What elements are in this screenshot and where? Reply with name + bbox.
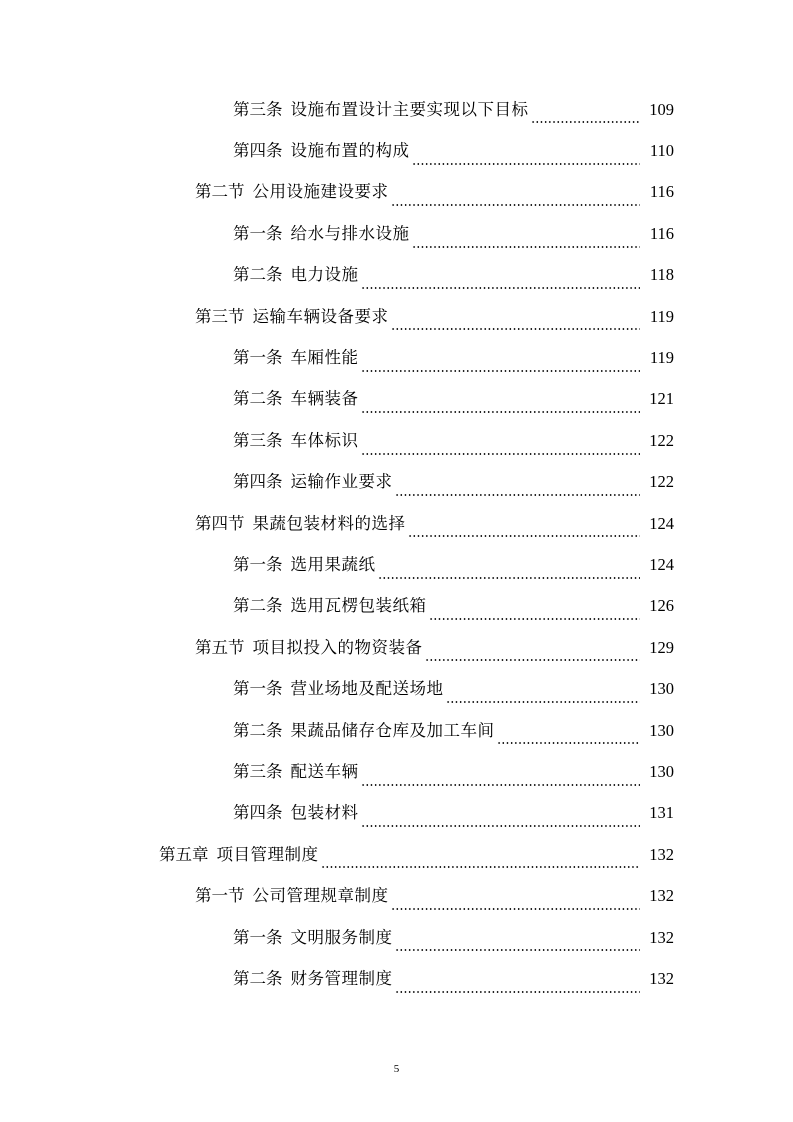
toc-entry-label: 第一节 <box>195 886 245 906</box>
dot-leader <box>361 773 641 787</box>
dot-leader <box>361 276 641 290</box>
toc-entry-label: 第四条 <box>233 803 283 823</box>
toc-entry-page: 132 <box>649 927 674 947</box>
toc-entry-page: 119 <box>649 348 674 368</box>
toc-entry-page: 129 <box>649 637 674 657</box>
toc-entry-title: 运输作业要求 <box>290 472 393 492</box>
toc-entry-label: 第二条 <box>233 968 283 988</box>
dot-leader <box>361 442 641 456</box>
dot-leader <box>361 400 641 414</box>
toc-entry-label: 第三节 <box>195 306 245 326</box>
toc-entry-page: 132 <box>649 968 674 988</box>
toc-entry[interactable] <box>0 296 793 337</box>
toc-entry-label: 第一条 <box>233 223 283 243</box>
toc-entry-title: 配送车辆 <box>290 761 359 781</box>
toc-entry[interactable] <box>0 751 793 792</box>
toc-entry-label: 第四条 <box>233 141 283 161</box>
toc-entry-label: 第二条 <box>233 720 283 740</box>
toc-entry[interactable] <box>0 958 793 999</box>
toc-entry-page: 132 <box>649 844 674 864</box>
dot-leader <box>395 980 641 994</box>
toc-entry-title: 设施布置的构成 <box>290 141 410 161</box>
toc-entry-title: 运输车辆设备要求 <box>252 306 389 326</box>
toc-entry-page: 124 <box>649 513 674 533</box>
toc-entry[interactable] <box>0 503 793 544</box>
toc-entry-page: 131 <box>649 803 674 823</box>
toc-entry-label: 第三条 <box>233 430 283 450</box>
dot-leader <box>395 483 641 497</box>
toc-entry-title: 文明服务制度 <box>290 927 393 947</box>
toc-entry-title: 果蔬品储存仓库及加工车间 <box>290 720 495 740</box>
toc-entry-title: 电力设施 <box>290 265 359 285</box>
dot-leader <box>321 855 641 869</box>
toc-entry-title: 公用设施建设要求 <box>252 182 389 202</box>
toc-entry-label: 第二条 <box>233 596 283 616</box>
dot-leader <box>412 152 641 166</box>
toc-entry-title: 财务管理制度 <box>290 968 393 988</box>
toc-entry-label: 第二条 <box>233 389 283 409</box>
toc-entry-label: 第五章 <box>159 844 209 864</box>
toc-entry[interactable] <box>0 586 793 627</box>
dot-leader <box>408 524 641 538</box>
toc-entry-page: 116 <box>649 182 674 202</box>
toc-entry-page: 130 <box>649 720 674 740</box>
toc-entry-page: 122 <box>649 472 674 492</box>
toc-entry-label: 第二节 <box>195 182 245 202</box>
toc-entry[interactable] <box>0 89 793 130</box>
dot-leader <box>378 566 641 580</box>
toc-entry-title: 车厢性能 <box>290 348 359 368</box>
toc-entry-page: 132 <box>649 886 674 906</box>
toc-entry-label: 第三条 <box>233 761 283 781</box>
toc-entry-title: 公司管理规章制度 <box>252 886 389 906</box>
toc-entry[interactable] <box>0 917 793 958</box>
toc-entry[interactable] <box>0 337 793 378</box>
toc-entry-page: 130 <box>649 679 674 699</box>
toc-entry-title: 营业场地及配送场地 <box>290 679 444 699</box>
toc-entry[interactable] <box>0 668 793 709</box>
dot-leader <box>531 110 641 124</box>
toc-entry-title: 车体标识 <box>290 430 359 450</box>
toc-entry[interactable] <box>0 834 793 875</box>
toc-entry[interactable] <box>0 710 793 751</box>
toc-entry-label: 第一条 <box>233 554 283 574</box>
toc-entry[interactable] <box>0 627 793 668</box>
toc-entry[interactable] <box>0 172 793 213</box>
toc-entry-page: 121 <box>649 389 674 409</box>
dot-leader <box>361 814 641 828</box>
toc-entry-title: 项目拟投入的物资装备 <box>252 637 423 657</box>
toc-entry[interactable] <box>0 462 793 503</box>
toc-entry[interactable] <box>0 544 793 585</box>
toc-entry-page: 126 <box>649 596 674 616</box>
dot-leader <box>412 235 641 249</box>
toc-entry[interactable] <box>0 130 793 171</box>
toc-entry[interactable] <box>0 875 793 916</box>
toc-entry-page: 122 <box>649 430 674 450</box>
toc-entry-page: 116 <box>649 223 674 243</box>
dot-leader <box>446 690 641 704</box>
toc-entry-label: 第一条 <box>233 927 283 947</box>
toc-entry-label: 第一条 <box>233 348 283 368</box>
toc-entry-page: 110 <box>649 141 674 161</box>
toc-entry-label: 第四条 <box>233 472 283 492</box>
toc-entry-title: 设施布置设计主要实现以下目标 <box>290 99 529 119</box>
page-number: 5 <box>393 1063 400 1075</box>
dot-leader <box>497 731 641 745</box>
toc-entry-page: 130 <box>649 761 674 781</box>
dot-leader <box>395 938 641 952</box>
toc-entry-title: 选用果蔬纸 <box>290 554 376 574</box>
toc-entry-title: 选用瓦楞包装纸箱 <box>290 596 427 616</box>
dot-leader <box>391 897 641 911</box>
toc-entry-title: 给水与排水设施 <box>290 223 410 243</box>
dot-leader <box>361 359 641 373</box>
toc-entry-label: 第四节 <box>195 513 245 533</box>
table-of-contents <box>0 89 793 1000</box>
toc-entry-page: 124 <box>649 554 674 574</box>
toc-entry-page: 118 <box>649 265 674 285</box>
toc-entry-title: 项目管理制度 <box>216 844 319 864</box>
toc-entry-label: 第一条 <box>233 679 283 699</box>
toc-entry-label: 第二条 <box>233 265 283 285</box>
toc-entry-page: 109 <box>649 99 674 119</box>
dot-leader <box>425 648 641 662</box>
toc-entry-title: 果蔬包装材料的选择 <box>252 513 406 533</box>
dot-leader <box>391 317 641 331</box>
toc-entry[interactable] <box>0 420 793 461</box>
dot-leader <box>391 193 641 207</box>
dot-leader <box>429 607 641 621</box>
toc-entry-title: 包装材料 <box>290 803 359 823</box>
toc-entry-label: 第三条 <box>233 99 283 119</box>
toc-entry[interactable] <box>0 379 793 420</box>
toc-entry[interactable] <box>0 793 793 834</box>
toc-entry-label: 第五节 <box>195 637 245 657</box>
toc-entry-page: 119 <box>649 306 674 326</box>
toc-entry[interactable] <box>0 255 793 296</box>
toc-entry[interactable] <box>0 213 793 254</box>
toc-entry-title: 车辆装备 <box>290 389 359 409</box>
